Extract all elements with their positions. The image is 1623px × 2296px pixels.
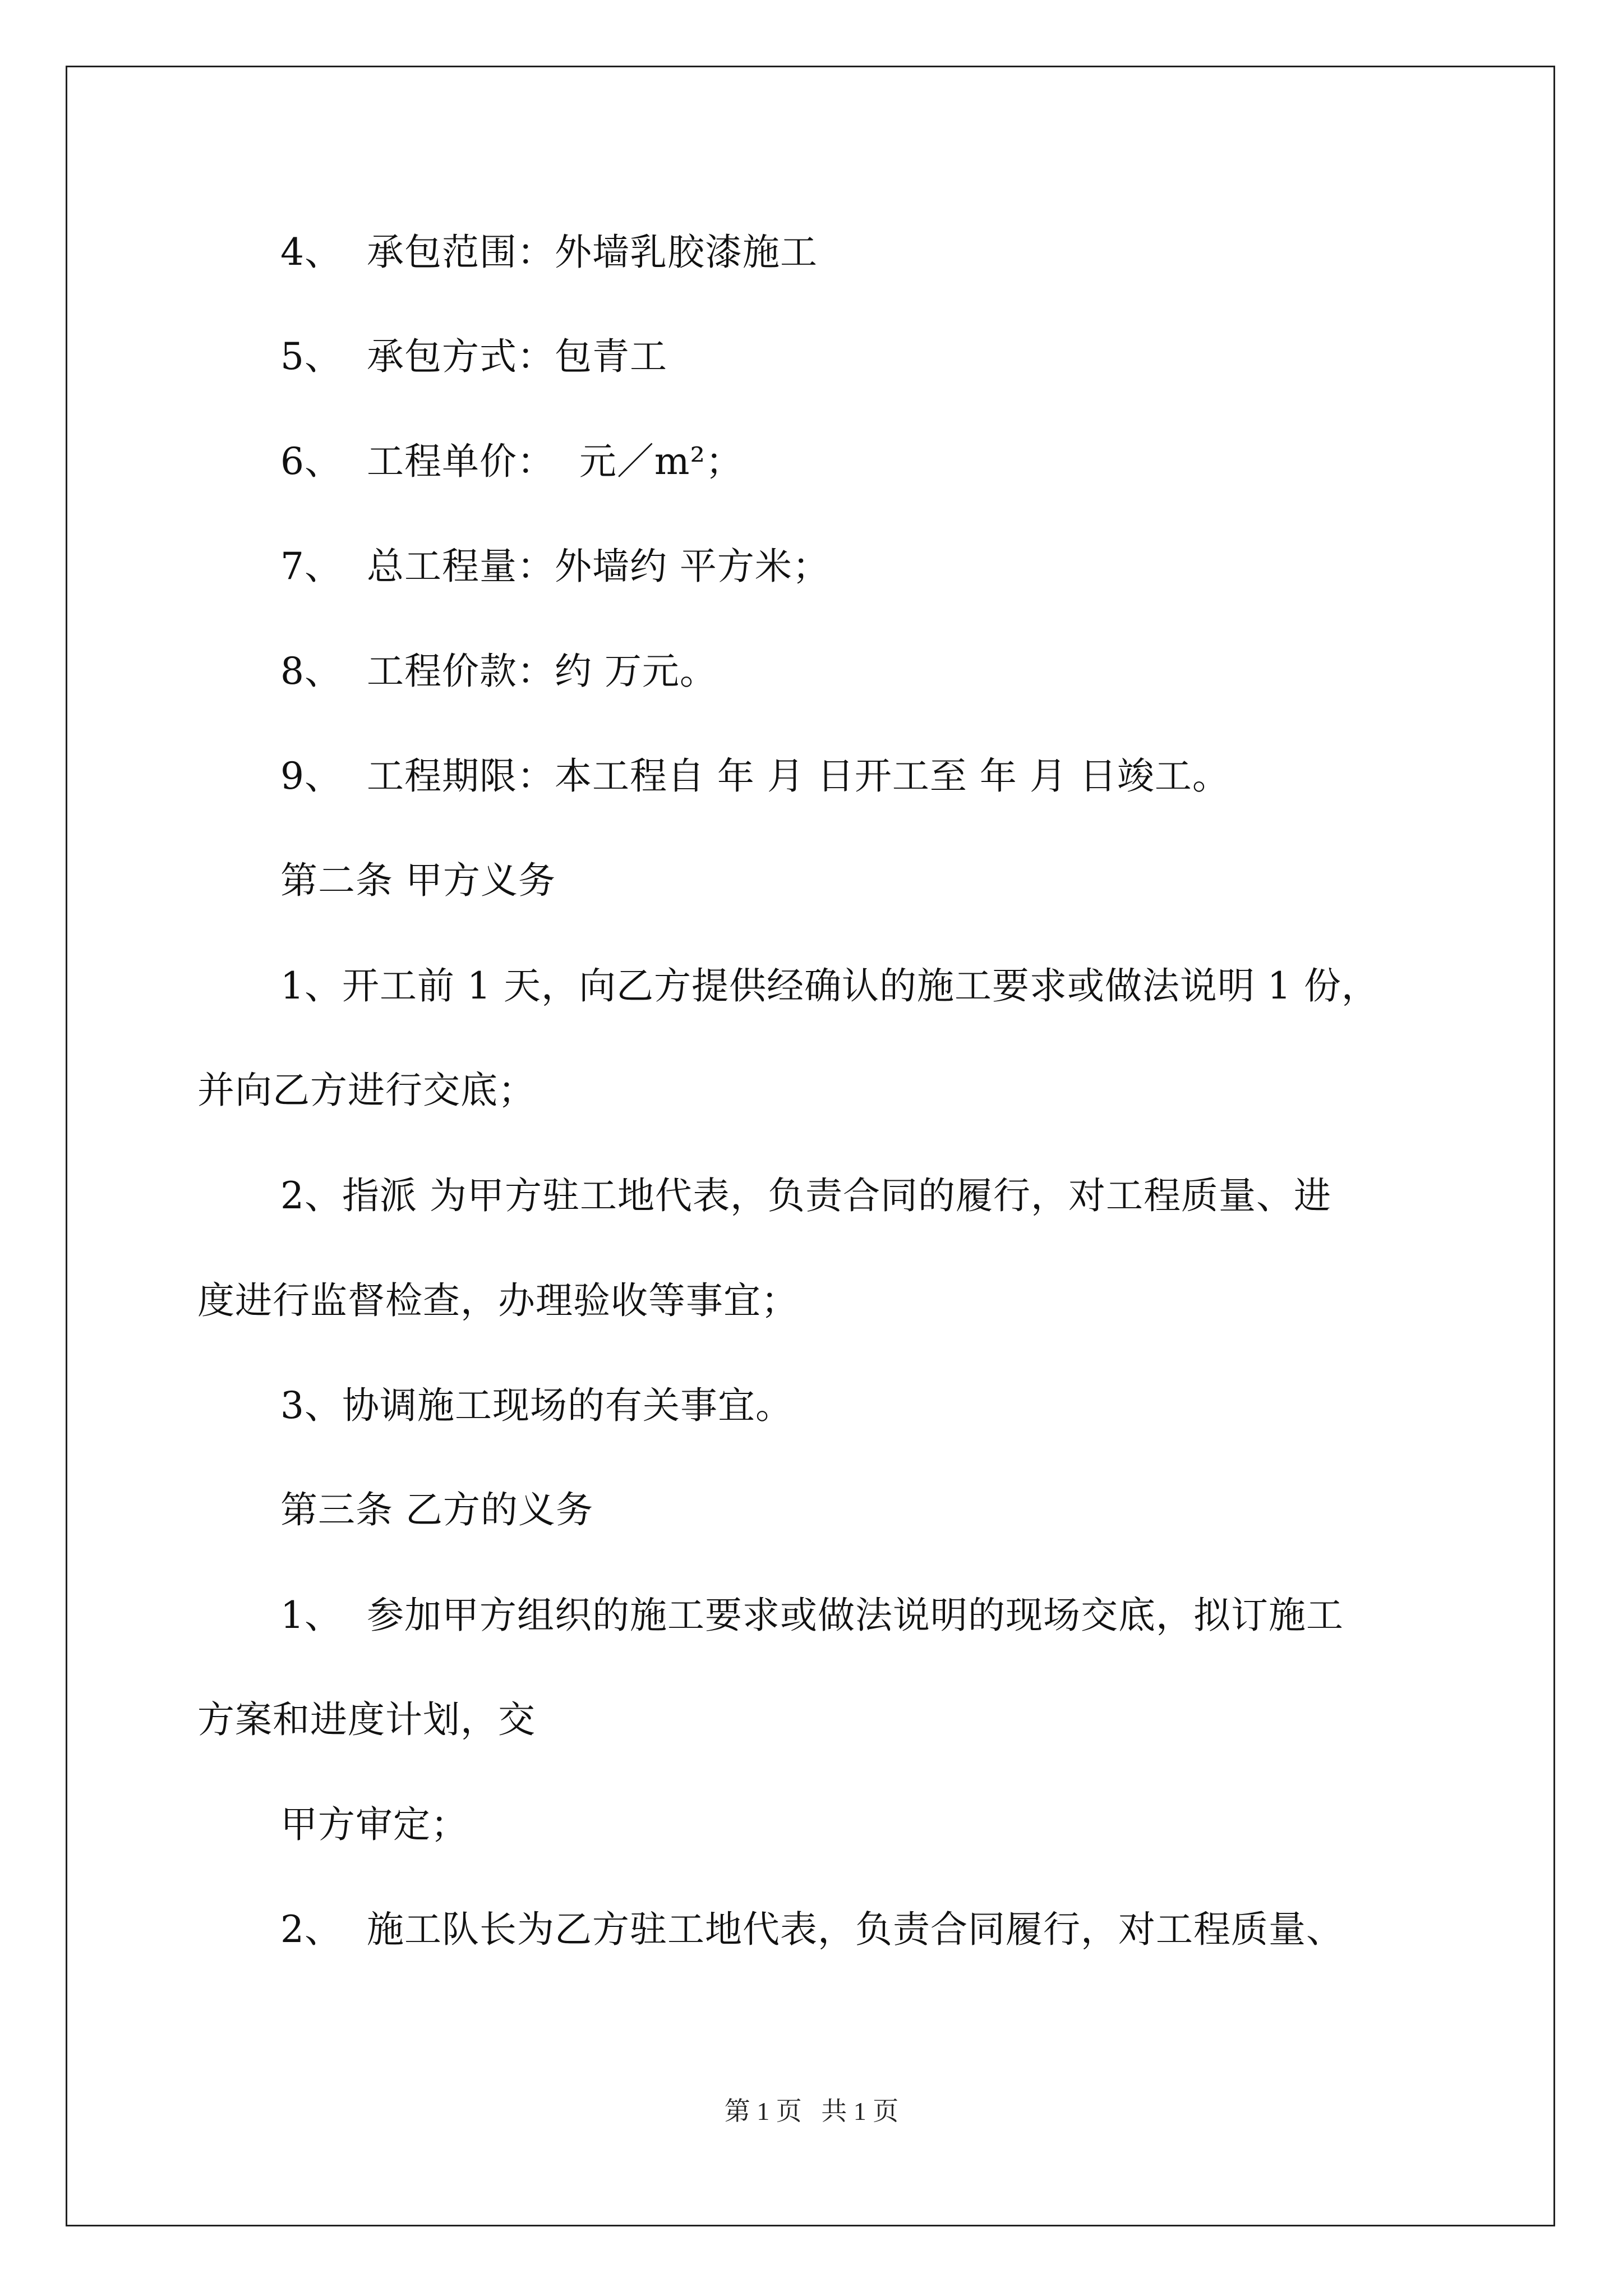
party-a-duty-2-cont: 度进行监督检查，办理验收等事宜；	[197, 1279, 799, 1322]
item-7-total-quantity: 7、 总工程量：外墙约 平方米；	[280, 545, 830, 588]
item-5-method: 5、 承包方式：包青工	[280, 335, 667, 378]
party-a-duty-1: 1、开工前 1 天，向乙方提供经确认的施工要求或做法说明 1 份，	[280, 964, 1379, 1007]
party-b-duty-1-cont-2: 甲方审定；	[280, 1803, 468, 1846]
party-a-duty-3: 3、协调施工现场的有关事宜。	[280, 1384, 793, 1427]
party-b-duty-1: 1、 参加甲方组织的施工要求或做法说明的现场交底，拟订施工	[280, 1594, 1344, 1637]
item-9-project-period: 9、 工程期限：本工程自 年 月 日开工至 年 月 日竣工。	[280, 754, 1230, 798]
party-a-duty-2: 2、指派 为甲方驻工地代表，负责合同的履行，对工程质量、进	[280, 1174, 1331, 1217]
item-6-unit-price: 6、 工程单价： 元／m²；	[280, 440, 743, 483]
party-b-duty-1-cont: 方案和进度计划，交	[197, 1698, 536, 1741]
article-2-heading: 第二条 甲方义务	[280, 859, 556, 902]
page-frame	[66, 66, 1555, 2226]
item-4-scope: 4、 承包范围：外墙乳胶漆施工	[280, 231, 818, 274]
party-b-duty-2: 2、 施工队长为乙方驻工地代表，负责合同履行，对工程质量、	[280, 1908, 1344, 1951]
item-8-project-price: 8、 工程价款：约 万元。	[280, 650, 717, 693]
page-number-footer: 第 1 页 共 1 页	[724, 2097, 899, 2125]
article-3-heading: 第三条 乙方的义务	[280, 1488, 593, 1531]
party-a-duty-1-cont: 并向乙方进行交底；	[197, 1069, 536, 1112]
